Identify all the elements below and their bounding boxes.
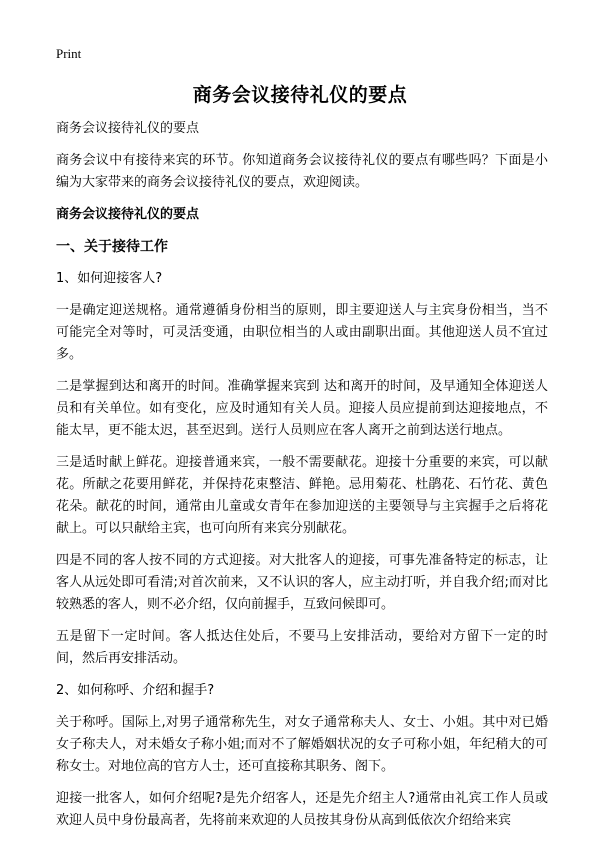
page-title: 商务会议接待礼仪的要点 [192, 84, 408, 106]
paragraph-6: 关于称呼。国际上,对男子通常称先生，对女子通常称夫人、女士、小姐。其中对已婚女子称夫人，对未婚女子称小姐;而对不了解婚姻状况的女子可称小姐，年纪稍大的可称女士。对地位高的官方人士，还可直接称其职务、阁下。 [56, 715, 548, 774]
article-body [56, 118, 548, 842]
question-2: 2、如何称呼、介绍和握手? [56, 683, 215, 698]
paragraph-2: 二是掌握到达和离开的时间。准确掌握来宾到 达和离开的时间，及早通知全体迎送人员和有关单位。如有变化，应及时通知有关人员。迎接人员应提前到达迎接地点，不能太早，更不能太迟，甚至迟到。送行人员则应在客人离开之前到达送行地点。 [56, 379, 548, 438]
paragraph-3: 三是适时献上鲜花。迎接普通来宾，一般不需要献花。迎接十分重要的来宾，可以献花。所献之花要用鲜花，并保持花束整洁、鲜艳。忌用菊花、杜鹃花、石竹花、黄色花朵。献花的时间，通常由儿童或女青年在参加迎送的主要领导与主宾握手之后将花献上。可以只献给主宾，也可向所有来宾分别献花。 [56, 455, 548, 536]
print-link[interactable]: Print [56, 46, 82, 61]
paragraph-4: 四是不同的客人按不同的方式迎接。对大批客人的迎接，可事先准备特定的标志，让客人从远处即可看清;对首次前来，又不认识的客人，应主动打听，并自我介绍;而对比较熟悉的客人，则不必介绍，仅向前握手，互致问候即可。 [56, 553, 548, 612]
paragraph-1: 一是确定迎送规格。通常遵循身份相当的原则，即主要迎送人与主宾身份相当，当不可能完全对等时，可灵活变通，由职位相当的人或由副职出面。其他迎送人员不宜过多。 [56, 303, 548, 362]
paragraph-5: 五是留下一定时间。客人抵达住处后，不要马上安排活动，要给对方留下一定的时间，然后再安排活动。 [56, 629, 548, 666]
article-subtitle: 商务会议接待礼仪的要点 [56, 121, 200, 136]
section-heading-1: 一、关于接待工作 [56, 239, 168, 255]
intro-paragraph: 商务会议中有接待来宾的环节。你知道商务会议接待礼仪的要点有哪些吗？下面是小编为大家带来的商务会议接待礼仪的要点，欢迎阅读。 [56, 153, 548, 190]
bold-heading: 商务会议接待礼仪的要点 [56, 207, 200, 222]
paragraph-7: 迎接一批客人，如何介绍呢?是先介绍客人，还是先介绍主人?通常由礼宾工作人员或欢迎人员中身份最高者，先将前来欢迎的人员按其身份从高到低依次介绍给来宾 [56, 791, 548, 828]
question-1: 1、如何迎接客人? [56, 271, 163, 286]
